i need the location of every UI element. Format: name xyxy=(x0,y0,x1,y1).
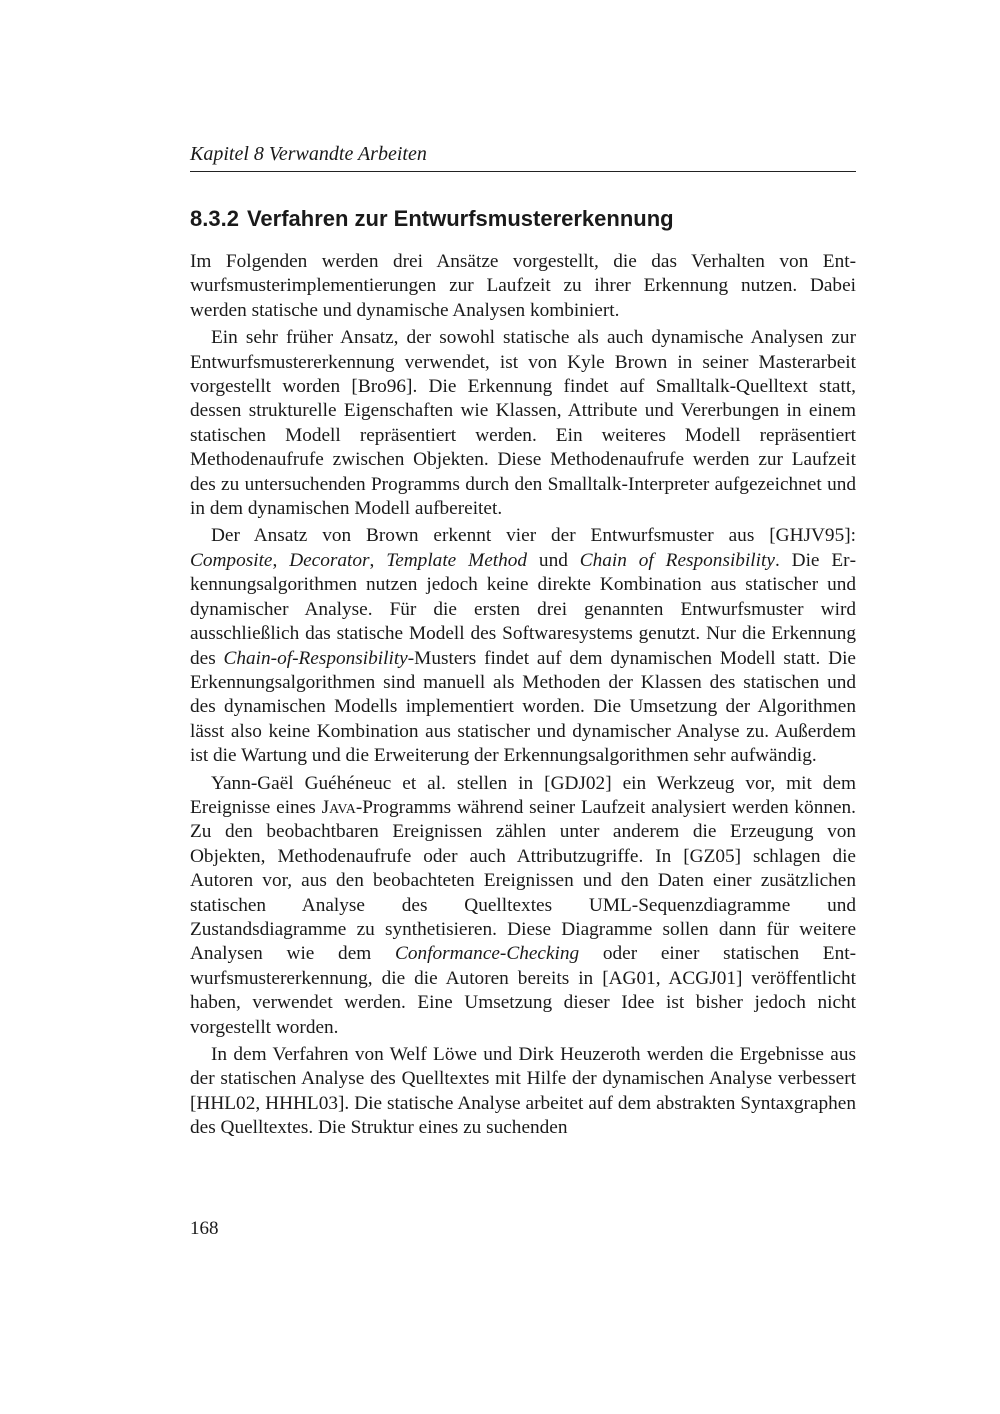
paragraph-4-text: -Programms während seiner Laufzeit analysiert werden können. Zu den beobachtbaren Ereignissen zählen unter anderem die Erzeugung von Objekten, Methodenaufrufe oder auch Attributzugriffe. In [GZ05] schlagen die Autoren vor, aus den beobachteten Ereignissen und den Daten einer zusätzlichen statischen Analyse des Quelltextes UML-Sequenzdiagramme und Zustandsdiagramme zu synthetisieren. Diese Diagramme sollen dann für weitere Analysen wie dem xyxy=(190,796,856,965)
paragraph-2: Ein sehr früher Ansatz, der sowohl statische als auch dynamische Analysen zur Entwurfsmustererkennung verwendet, ist von Kyle Brown in seiner Masterarbeit vorgestellt worden [Bro96]. Die Erkennung findet auf Smalltalk-Quelltext statt, dessen strukturelle Eigenschaften wie Klassen, Attribute und Vererbungen in einem statischen Modell repräsentiert werden. Ein weiteres Modell repräsentiert Methodenaufrufe zwischen Objekten. Diese Methodenaufrufe werden zur Laufzeit des zu untersuchenden Programms durch den Smalltalk-Interpreter aufgezeichnet und in dem dynamischen Modell aufbereitet. xyxy=(190,327,856,520)
paragraph-1: Im Folgenden werden drei Ansätze vorgestellt, die das Verhalten von Entwurfsmusterimplementierungen zur Laufzeit zu ihrer Erkennung nutzen. Dabei werden statische und dynamische Analysen kombiniert. xyxy=(190,251,856,321)
paragraph-4-text: Yann-Gaël Guéhéneuc et al. stellen in [GDJ02] ein Werkzeug vor, mit dem Ereignisse eines xyxy=(190,772,856,818)
paragraph-3 xyxy=(190,524,856,768)
section-number: 8.3.2 xyxy=(190,206,239,231)
paragraph-3-text: Der Ansatz von Brown erkennt vier der Entwurfsmuster aus [GHJV95]: xyxy=(211,525,856,547)
term-conformance-checking: Conformance-Checking xyxy=(394,943,580,965)
pattern-chain-of-responsibility: Chain of Responsibility xyxy=(579,549,775,571)
paragraph-3-text: -Musters findet auf dem dynamischen Modell statt. Die Erkennungsalgorithmen sind manuell als Methoden der Klassen des statischen und des dynamischen Modells implementiert worden. Die Umsetzung der Algorithmen lässt also keine Kombination aus statischer und dynamischer Analyse zu. Außerdem ist die Wartung und die Erweiterung der Erkennungsalgorithmen sehr aufwändig. xyxy=(190,647,856,767)
page-number: 168 xyxy=(190,1218,219,1239)
java-small-caps: Java xyxy=(321,796,356,818)
paragraph-3-text: , xyxy=(369,549,387,571)
body-text xyxy=(190,250,856,1141)
paragraph-4-text: oder einer statischen Entwurfsmustererkennung, die die Autoren bereits in [AG01, ACGJ01] veröffentlicht haben, verwendet werden. Eine Umsetzung dieser Idee ist bisher jedoch nicht vorgestellt worden. xyxy=(190,943,856,1038)
paragraph-3-text: , xyxy=(272,549,290,571)
paragraph-4 xyxy=(190,772,856,1040)
paragraph-5: In dem Verfahren von Welf Löwe und Dirk Heuzeroth werden die Ergebnisse aus der statischen Analyse des Quelltextes mit Hilfe der dynamischen Analyse verbessert [HHL02, HHHL03]. Die statische Analyse arbeitet auf dem abstrakten Syntaxgraphen des Quelltextes. Die Struktur eines zu suchenden xyxy=(190,1044,856,1139)
pattern-composite: Composite xyxy=(190,549,273,571)
paragraph-3-text: . Die Erkennungsalgorithmen nutzen jedoch keine direkte Kombination aus statischer und dynamischer Analyse. Für die ersten drei genannten Entwurfsmuster wird ausschließlich das statische Modell des Softwaresystems genutzt. Nur die Erkennung des xyxy=(190,549,857,669)
section-heading xyxy=(190,204,856,234)
section-title: Verfahren zur Entwurfsmustererkennung xyxy=(246,206,674,231)
document-page xyxy=(190,0,856,1414)
pattern-template-method: Template Method xyxy=(386,549,528,571)
paragraph-3-text: und xyxy=(527,549,580,571)
running-head: Kapitel 8 Verwandte Arbeiten xyxy=(190,141,856,172)
pattern-chain-of-responsibility-hyphenated: Chain-of-Responsibility xyxy=(223,647,408,669)
pattern-decorator: Decorator xyxy=(289,549,370,571)
